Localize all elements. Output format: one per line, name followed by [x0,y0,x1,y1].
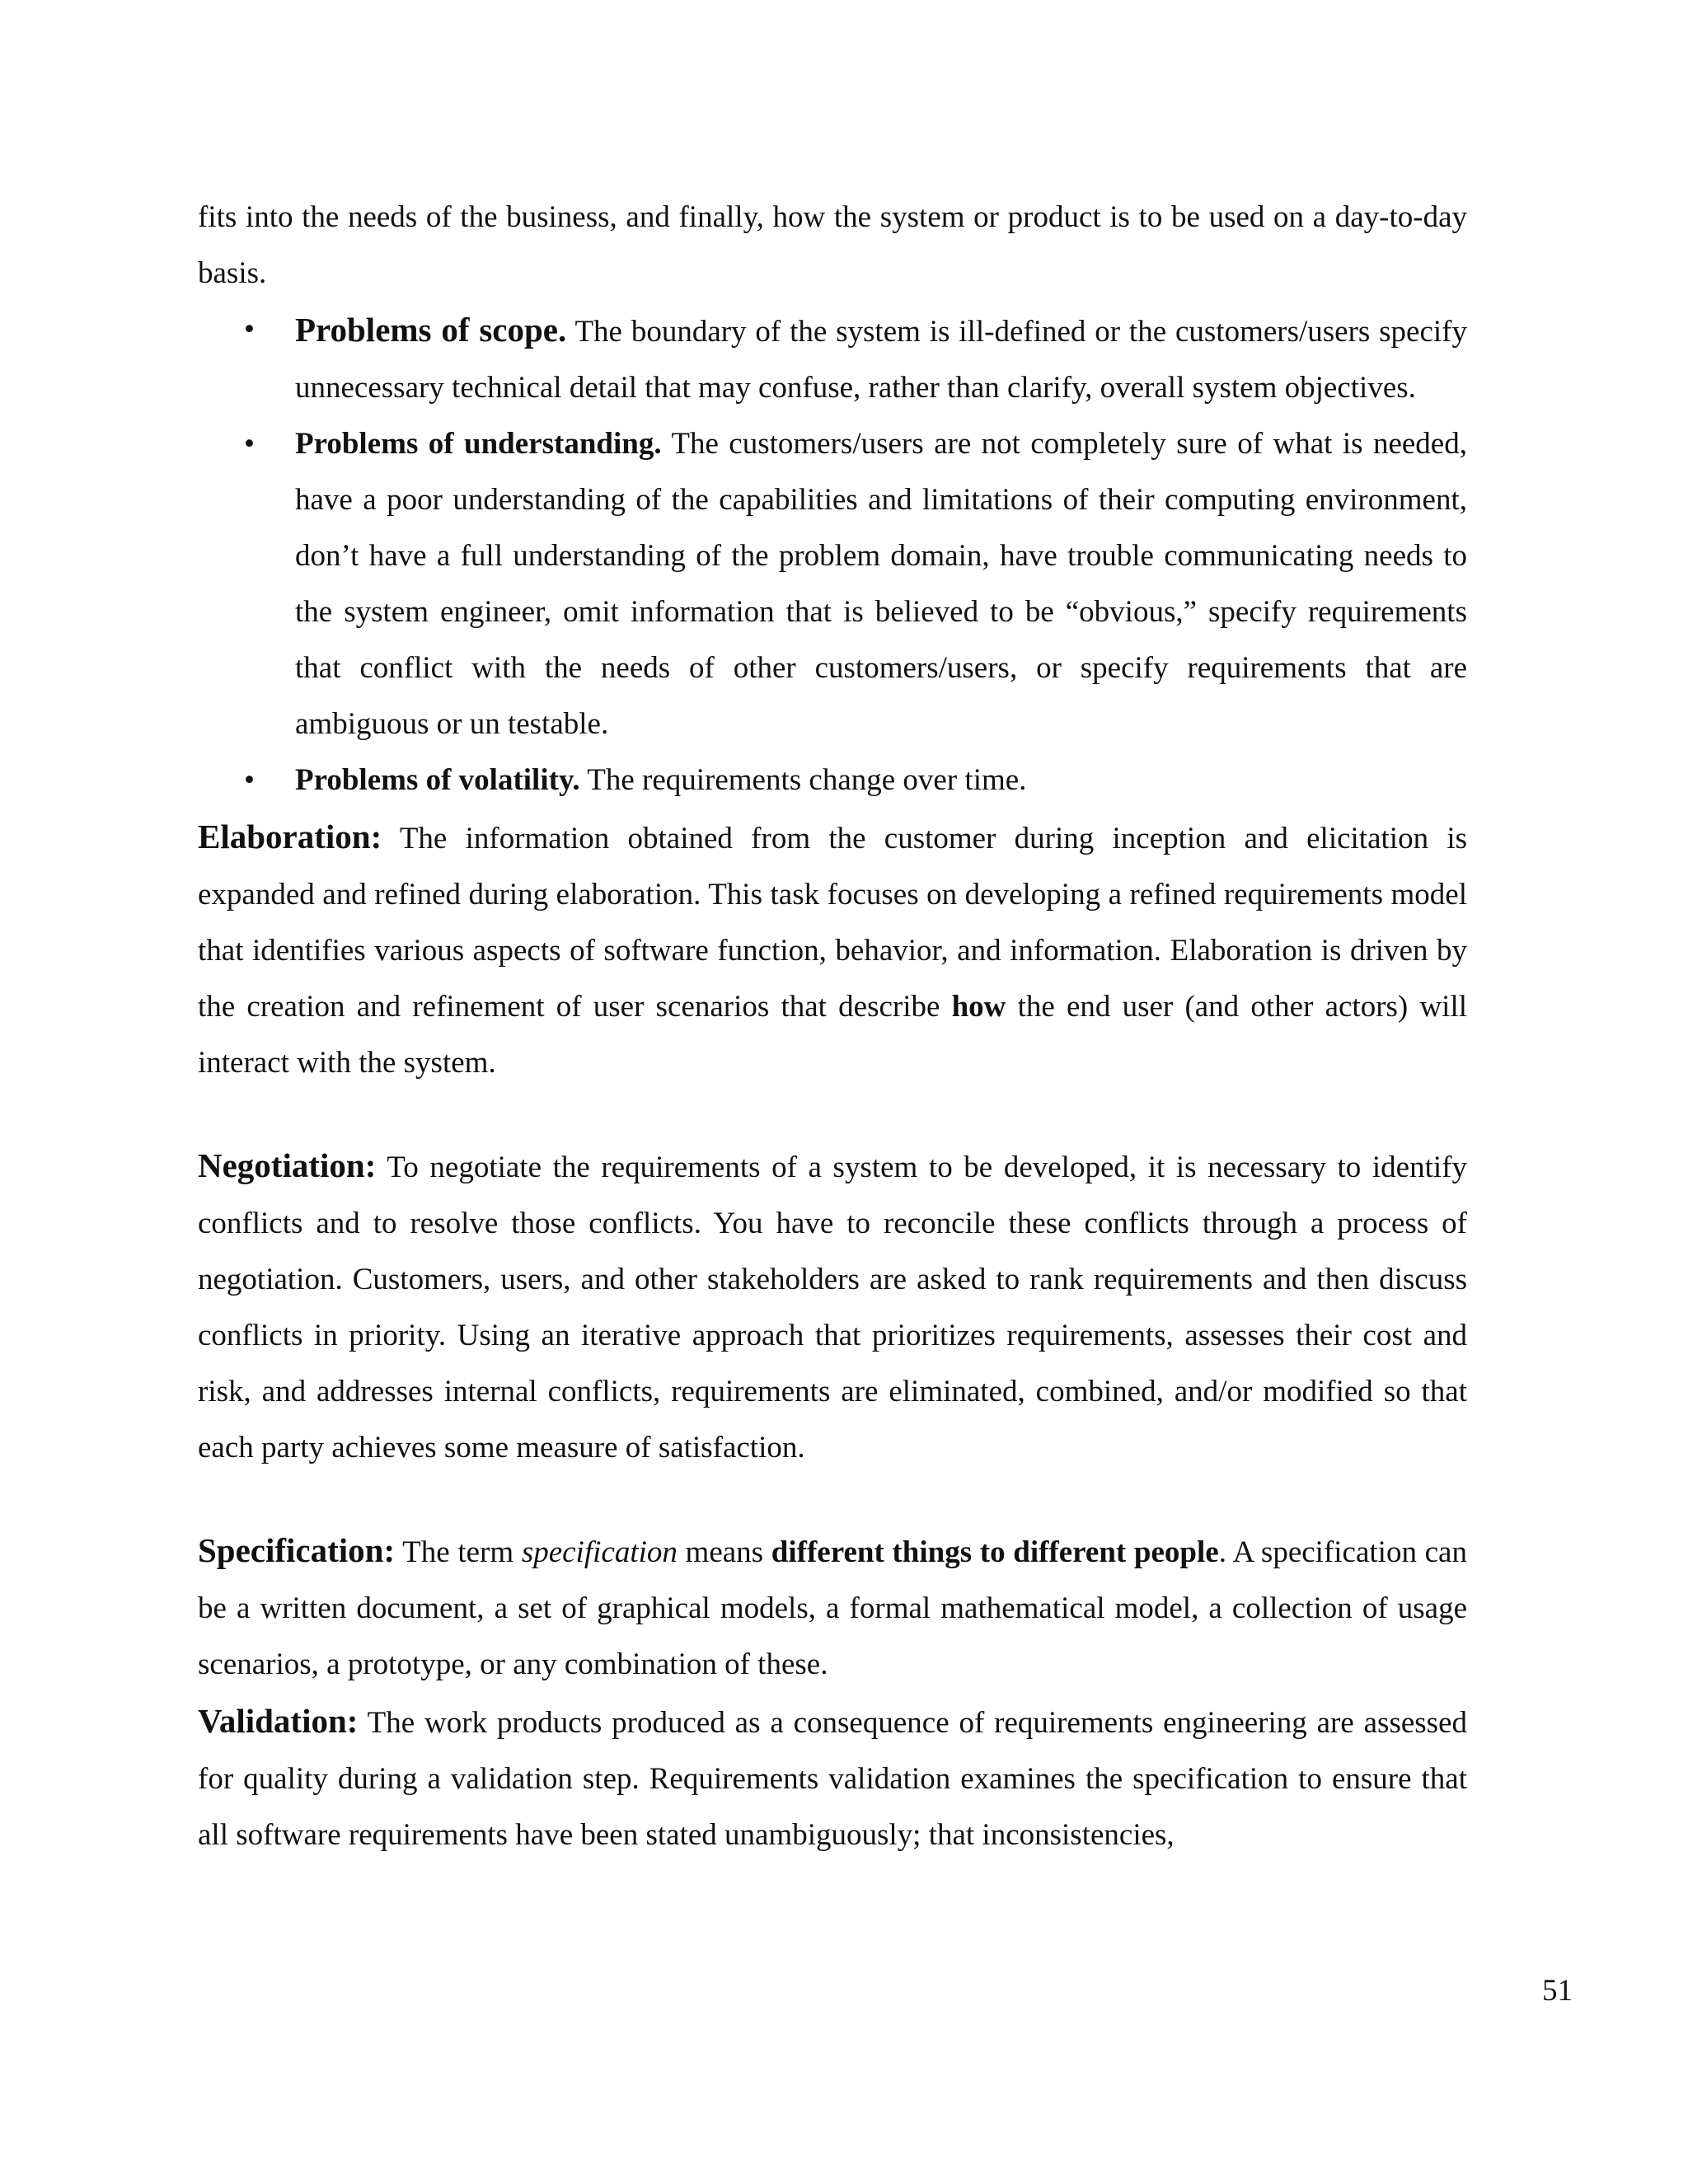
bullet-icon: • [244,312,255,346]
negotiation-paragraph [198,1137,1467,1476]
elaboration-bold-word: how [951,990,1006,1024]
list-item-volatility [244,752,1467,808]
volatility-text: The requirements change over time. [579,763,1027,797]
validation-heading: Validation: [198,1702,359,1740]
validation-paragraph [198,1693,1467,1863]
specification-text-before: The term [395,1535,522,1569]
paragraph-gap [198,1476,1467,1522]
problems-list [198,302,1467,808]
specification-paragraph [198,1522,1467,1693]
understanding-text: The customers/users are not completely sure of what is needed, have a poor understanding of the capabilities and limitations of their computing environment, don’t have a full understanding of the problem domain, have trouble communicating needs to the system engineer, omit information that is believed to be “obvious,” specify requirements that conflict with the needs of other customers/users, or specify requirements that are ambiguous or un testable. [295,427,1467,741]
scope-text: The boundary of the system is ill-defined or the customers/users specify unnecessary technical detail that may confuse, rather than clarify, overall system objectives. [295,315,1467,405]
elaboration-paragraph [198,808,1467,1091]
specification-bold-phrase: different things to different people [771,1535,1219,1569]
specification-heading: Specification: [198,1531,396,1569]
page-body [198,190,1467,1863]
list-item-scope [244,302,1467,416]
specification-text-after: . A specification can be a written document, a set of graphical models, a formal mathematical model, a collection of usage scenarios, a prototype, or any combination of these. [198,1535,1467,1681]
specification-italic-word: specification [521,1535,678,1569]
intro-paragraph [198,190,1467,302]
understanding-title: Problems of understanding. [295,427,662,461]
scope-title: Problems of scope. [295,311,567,349]
paragraph-gap [198,1091,1467,1137]
validation-text: The work products produced as a consequence of requirements engineering are assessed for quality during a validation step. Requirements validation examines the specification to ensure that all software requirements have been stated unambiguously; that inconsistencies, [198,1706,1467,1852]
elaboration-text-after: the end user (and other actors) will interact with the system. [198,990,1468,1080]
volatility-title: Problems of volatility. [295,763,580,797]
bullet-icon: • [244,763,255,797]
list-item-understanding [244,416,1467,752]
intro-text: fits into the needs of the business, and finally, how the system or product is to be used on a day-to-day basis. [198,200,1467,290]
bullet-icon: • [244,427,255,461]
negotiation-heading: Negotiation: [198,1146,377,1184]
specification-text-middle: means [677,1535,771,1569]
page-number: 51 [1542,1974,1573,2008]
elaboration-heading: Elaboration: [198,818,382,855]
negotiation-text: To negotiate the requirements of a system to be developed, it is necessary to identify conflicts and to resolve those conflicts. You have to reconcile these conflicts through a process of negotiation. Customers, users, and other stakeholders are asked to rank requirements and then discuss conflicts in priority. Using an iterative approach that prioritizes requirements, assesses their cost and risk, and addresses internal conflicts, requirements are eliminated, combined, and/or modified so that each party achieves some measure of satisfaction. [198,1151,1467,1465]
elaboration-text-before: The information obtained from the customer during inception and elicitation is expanded and refined during elaboration. This task focuses on developing a refined requirements model that identifies various aspects of software function, behavior, and information. Elaboration is driven by the creation and refinement of user scenarios that describe [198,822,1467,1024]
